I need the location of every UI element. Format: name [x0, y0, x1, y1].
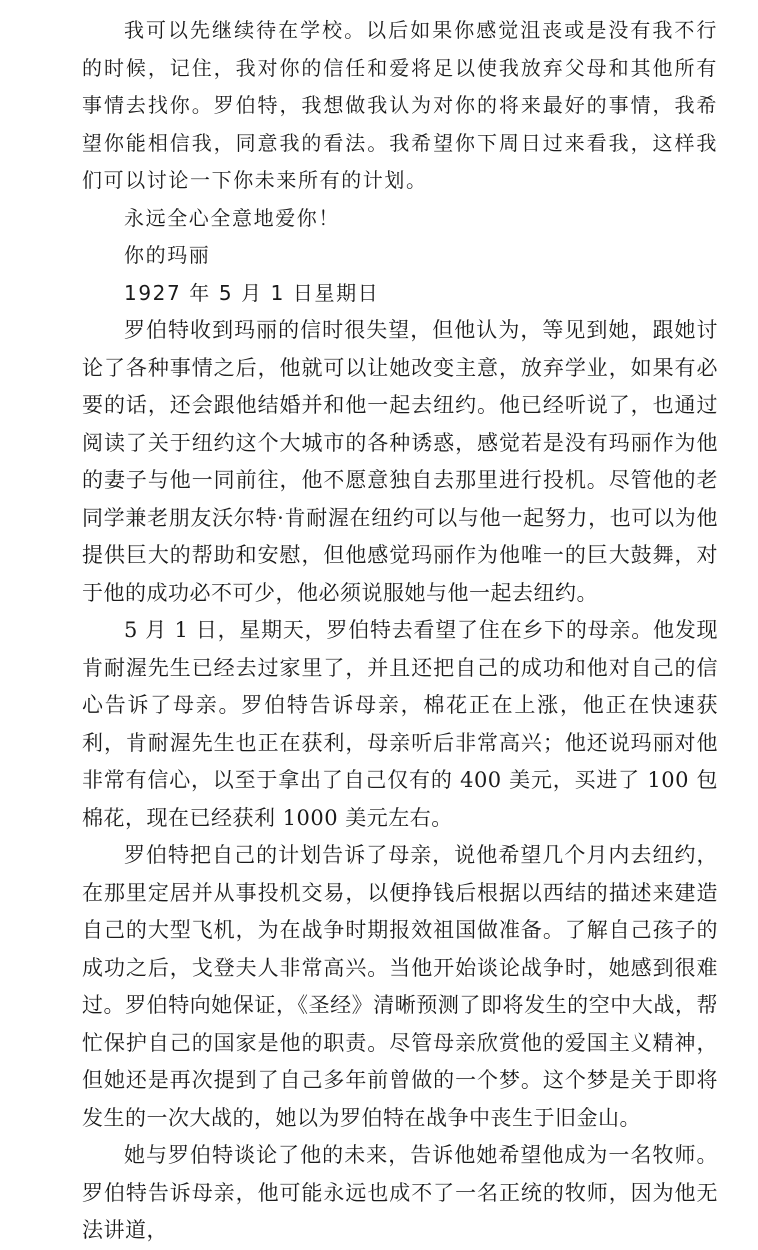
narrative-section	[82, 312, 718, 1250]
narrative-paragraph-3: 罗伯特把自己的计划告诉了母亲，说他希望几个月内去纽约，在那里定居并从事投机交易，以便挣钱后根据以西结的描述来建造自己的大型飞机，为在战争时期报效祖国做准备。了解自己孩子的成功之后，戈登夫人非常高兴。当他开始谈论战争时，她感到很难过。罗伯特向她保证，《圣经》清晰预测了即将发生的空中大战，帮忙保护自己的国家是他的职责。尽管母亲欣赏他的爱国主义精神，但她还是再次提到了自己多年前曾做的一个梦。这个梦是关于即将发生的一次大战的，她以为罗伯特在战争中丧生于旧金山。	[82, 843, 718, 1130]
letter-signature: 你的玛丽	[124, 243, 211, 267]
letter-closing: 永远全心全意地爱你！	[124, 205, 340, 230]
narrative-paragraph-1: 罗伯特收到玛丽的信时很失望，但他认为，等见到她，跟她讨论了各种事情之后，他就可以让她改变主意，放弃学业，如果有必要的话，还会跟他结婚并和他一起去纽约。他已经听说了，也通过阅读了关于纽约这个大城市的各种诱惑，感觉若是没有玛丽作为他的妻子与他一同前往，他不愿意独自去那里进行投机。尽管他的老同学兼老朋友沃尔特·肯耐渥在纽约可以与他一起努力，也可以为他提供巨大的帮助和安慰，但他感觉玛丽作为他唯一的巨大鼓舞，对于他的成功必不可少，他必须说服她与他一起去纽约。	[82, 318, 718, 605]
letter-section	[82, 12, 718, 312]
letter-date: 1927 年 5 月 1 日星期日	[124, 280, 380, 305]
text-column	[82, 12, 718, 1250]
narrative-paragraph-2: 5 月 1 日，星期天，罗伯特去看望了住在乡下的母亲。他发现肯耐渥先生已经去过家里了，并且还把自己的成功和他对自己的信心告诉了母亲。罗伯特告诉母亲，棉花正在上涨，他正在快速获利，肯耐渥先生也正在获利，母亲听后非常高兴；他还说玛丽对他非常有信心，以至于拿出了自己仅有的 400 美元，买进了 100 包棉花，现在已经获利 1000 美元左右。	[82, 618, 718, 830]
narrative-paragraph-4: 她与罗伯特谈论了他的未来，告诉他她希望他成为一名牧师。罗伯特告诉母亲，他可能永远也成不了一名正统的牧师，因为他无法讲道，	[82, 1143, 718, 1242]
letter-paragraph: 我可以先继续待在学校。以后如果你感觉沮丧或是没有我不行的时候，记住，我对你的信任和爱将足以使我放弃父母和其他所有事情去找你。罗伯特，我想做我认为对你的将来最好的事情，我希望你能相信我，同意我的看法。我希望你下周日过来看我，这样我们可以讨论一下你未来所有的计划。	[82, 18, 718, 192]
